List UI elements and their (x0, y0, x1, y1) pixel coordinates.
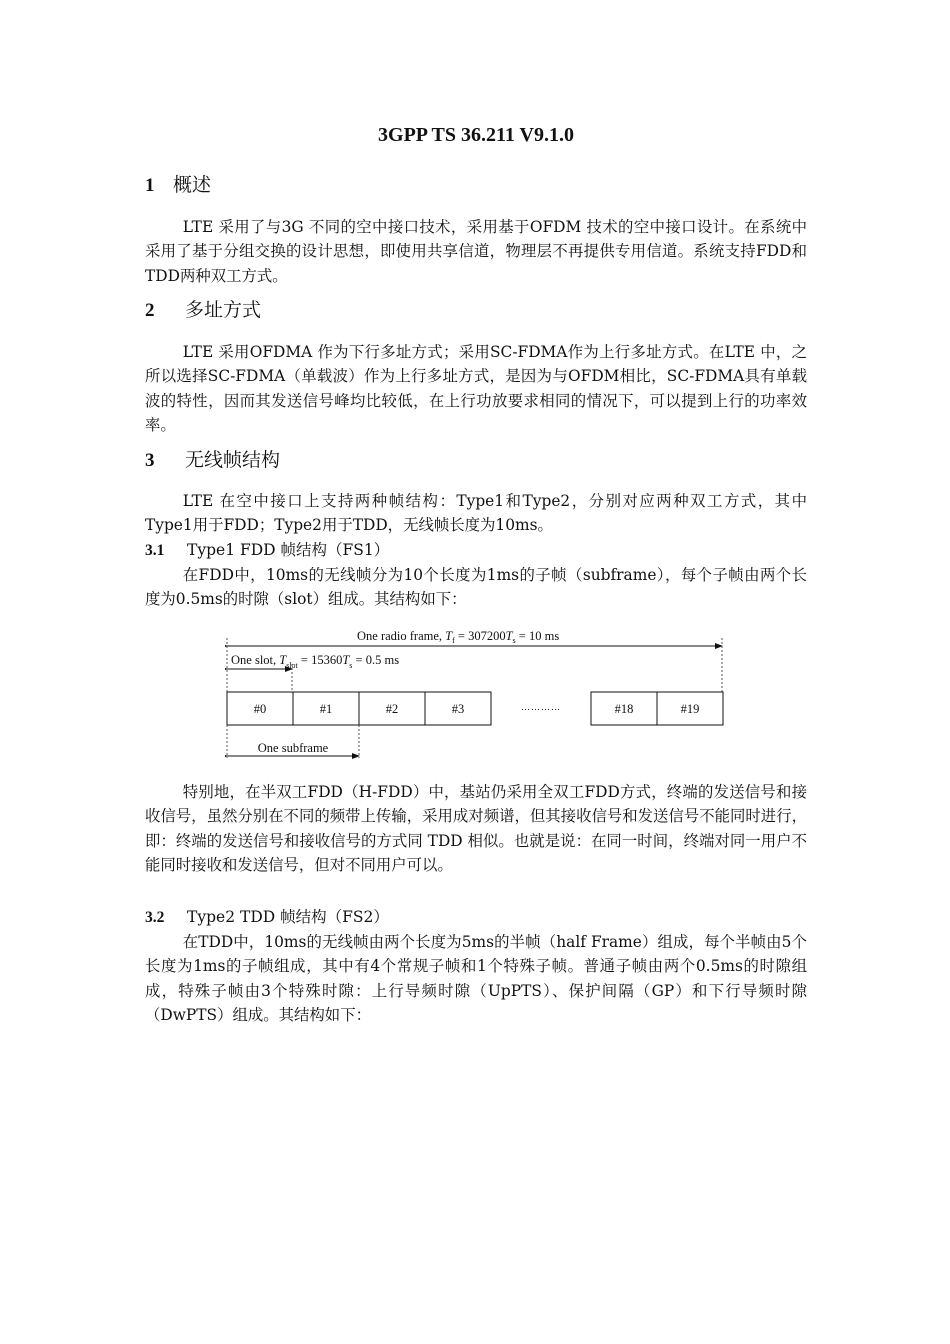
slot-label-2: #2 (385, 702, 399, 716)
paragraph-fs1-intro: 在FDD中，10ms的无线帧分为10个长度为1ms的子帧（subframe），每个子帧由两个长度为0.5ms的时隙（slot）组成。其结构如下： (145, 566, 807, 609)
slot-label-3: #3 (451, 702, 465, 716)
paragraph-multiple-access: LTE 采用OFDMA 作为下行多址方式；采用SC-FDMA作为上行多址方式。在LTE 中，之所以选择SC-FDMA（单载波）作为上行多址方式，是因为与OFDM相比，SC-FDMA具有单载波的特性，因而其发送信号峰均比较低，在上行功放要求相同的情况下，可以提到上行的功率效率。 (145, 343, 807, 434)
paragraph-hfdd: 特别地，在半双工FDD（H-FDD）中，基站仍采用全双工FDD方式，终端的发送信号和接收信号，虽然分别在不同的频带上传输，采用成对频谱，但其接收信号和发送信号不能同时进行，即：终端的发送信号和接收信号的方式同 TDD 相似。也就是说：在同一时间，终端对同一用户不能同时接收和发送信号，但对不同用户可以。 (145, 783, 807, 874)
slot-label: One slot, $T_{slot} = 15360T_s = 0.5$ ms (231, 653, 400, 670)
slot-label-19: #19 (680, 702, 700, 716)
section-title: 无线帧结构 (185, 449, 281, 471)
section-number: 1 (145, 175, 155, 196)
paragraph-frame-structure: LTE 在空中接口上支持两种帧结构：Type1和Type2，分别对应两种双工方式，其中Type1用于FDD；Type2用于TDD，无线帧长度为10ms。 (145, 492, 807, 535)
section-number: 2 (145, 300, 155, 321)
subsection-number: 3.2 (145, 909, 165, 926)
frame-diagram-svg (225, 624, 730, 764)
slot-boxes-right (591, 692, 723, 725)
section-2-heading (145, 297, 261, 324)
subsection-title: Type1 FDD 帧结构（FS1） (187, 541, 390, 559)
slot-label-18: #18 (614, 702, 634, 716)
fs1-frame-diagram (225, 624, 730, 764)
section-title: 概述 (173, 174, 212, 196)
slot-label-0: #0 (253, 702, 267, 716)
paragraph-overview: LTE 采用了与3G 不同的空中接口技术，采用基于OFDM 技术的空中接口设计。在系统中采用了基于分组交换的设计思想，即使用共享信道，物理层不再提供专用信道。系统支持FDD和TDD两种双工方式。 (145, 218, 807, 285)
slot-label-1: #1 (319, 702, 333, 716)
section-3-heading (145, 447, 280, 474)
slot-boxes-left (227, 692, 491, 725)
subsection-number: 3.1 (145, 542, 165, 559)
section-1-heading (145, 172, 211, 199)
section-title: 多址方式 (185, 299, 262, 321)
subsection-title: Type2 TDD 帧结构（FS2） (187, 908, 389, 926)
slot-ellipsis: ………… (521, 702, 561, 712)
subsection-3-2-heading (145, 906, 389, 929)
radio-frame-label: One radio frame, $T_f = 307200T_s = 10$ ms (357, 629, 560, 645)
section-number: 3 (145, 450, 155, 471)
paragraph-fs2-intro: 在TDD中，10ms的无线帧由两个长度为5ms的半帧（half Frame）组成，每个半帧由5个长度为1ms的子帧组成，其中有4个常规子帧和1个特殊子帧。普通子帧由两个0.5ms的时隙组成，特殊子帧由3个特殊时隙：上行导频时隙（UpPTS）、保护间隔（GP）和下行导频时隙（DwPTS）组成。其结构如下： (145, 933, 807, 1024)
subsection-3-1-heading (145, 539, 389, 562)
subframe-label: One subframe (257, 741, 329, 755)
document-title: 3GPP TS 36.211 V9.1.0 (378, 124, 574, 146)
